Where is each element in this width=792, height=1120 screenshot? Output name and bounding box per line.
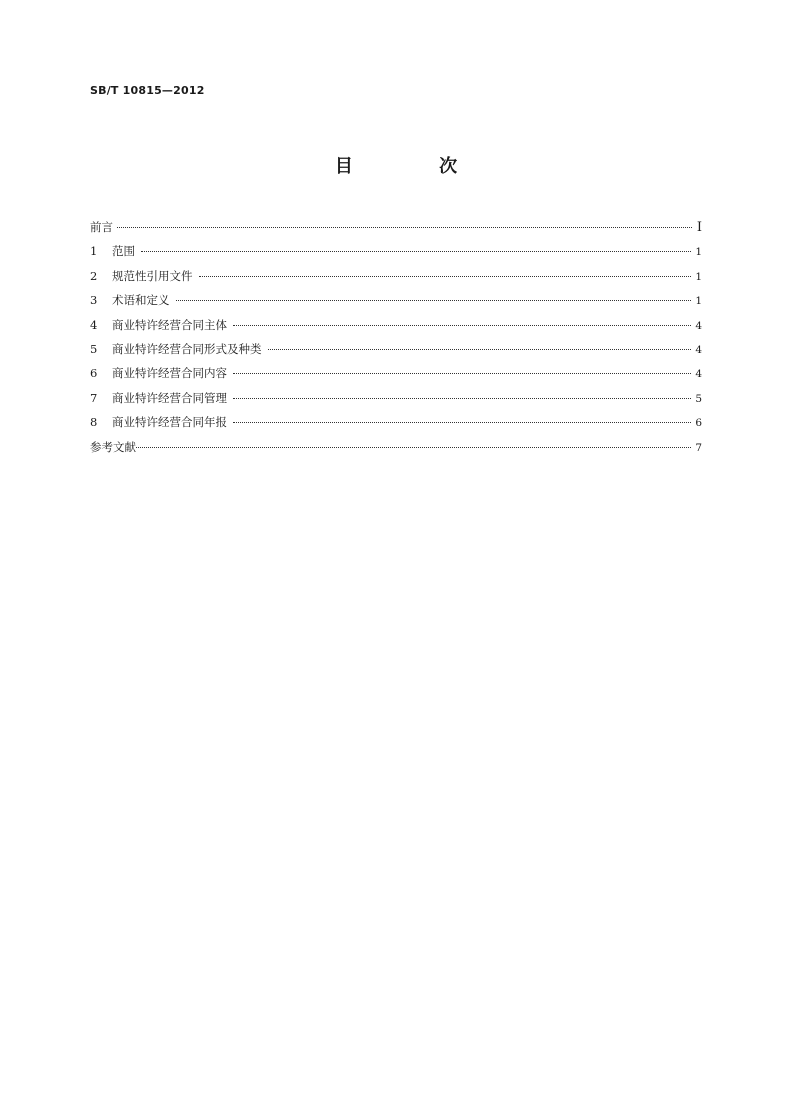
toc-entry-page: 4	[695, 319, 702, 332]
toc-entry-page: 6	[695, 417, 702, 430]
toc-entry-number: 2	[90, 268, 98, 283]
toc-entry-number: 6	[90, 366, 98, 381]
dot-leader	[233, 422, 691, 423]
toc-entry-contract-content[interactable]	[90, 361, 702, 385]
toc-entry-bibliography[interactable]	[90, 435, 702, 459]
toc-entry-number: 5	[90, 341, 98, 356]
toc-entry-label: 参考文献	[90, 439, 136, 454]
toc-entry-number: 4	[90, 317, 98, 332]
toc-entry-label: 商业特许经营合同主体	[112, 317, 227, 332]
toc-entry-normative-references[interactable]	[90, 264, 702, 288]
toc-entry-label: 术语和定义	[112, 293, 170, 308]
table-of-contents	[90, 215, 702, 459]
dot-leader	[233, 325, 691, 326]
toc-entry-label: 商业特许经营合同形式及种类	[112, 341, 262, 356]
toc-entry-page: 5	[695, 392, 702, 405]
dot-leader	[233, 398, 691, 399]
toc-entry-label: 商业特许经营合同内容	[112, 366, 227, 381]
dot-leader	[233, 373, 691, 374]
toc-title: 目 次	[334, 156, 498, 177]
dot-leader	[141, 251, 691, 252]
dot-leader	[176, 300, 692, 301]
toc-entry-page: 1	[695, 295, 702, 308]
toc-entry-page: 7	[695, 441, 702, 454]
toc-entry-contract-parties[interactable]	[90, 313, 702, 337]
standard-code: SB/T 10815—2012	[90, 84, 205, 97]
toc-entry-label: 商业特许经营合同年报	[112, 415, 227, 430]
toc-entry-label: 商业特许经营合同管理	[112, 390, 227, 405]
toc-entry-label: 范围	[112, 244, 135, 259]
toc-entry-page: 4	[695, 343, 702, 356]
toc-entry-foreword[interactable]	[90, 215, 702, 239]
toc-entry-label: 规范性引用文件	[112, 268, 193, 283]
toc-entry-number: 7	[90, 390, 98, 405]
toc-entry-contract-forms-and-types[interactable]	[90, 337, 702, 361]
toc-entry-label: 前言	[90, 220, 113, 234]
toc-entry-scope[interactable]	[90, 239, 702, 263]
toc-entry-contract-management[interactable]	[90, 386, 702, 410]
dot-leader	[117, 227, 692, 228]
toc-entry-number: 8	[90, 415, 98, 430]
dot-leader	[199, 276, 692, 277]
toc-entry-page: 1	[695, 270, 702, 283]
dot-leader	[268, 349, 692, 350]
dot-leader	[136, 447, 691, 448]
toc-entry-page: 1	[695, 246, 702, 259]
toc-entry-page: I	[696, 220, 702, 235]
toc-entry-contract-annual-report[interactable]	[90, 410, 702, 434]
toc-entry-page: 4	[695, 368, 702, 381]
toc-entry-number: 1	[90, 244, 98, 259]
toc-entry-number: 3	[90, 293, 98, 308]
toc-entry-terms-and-definitions[interactable]	[90, 288, 702, 312]
